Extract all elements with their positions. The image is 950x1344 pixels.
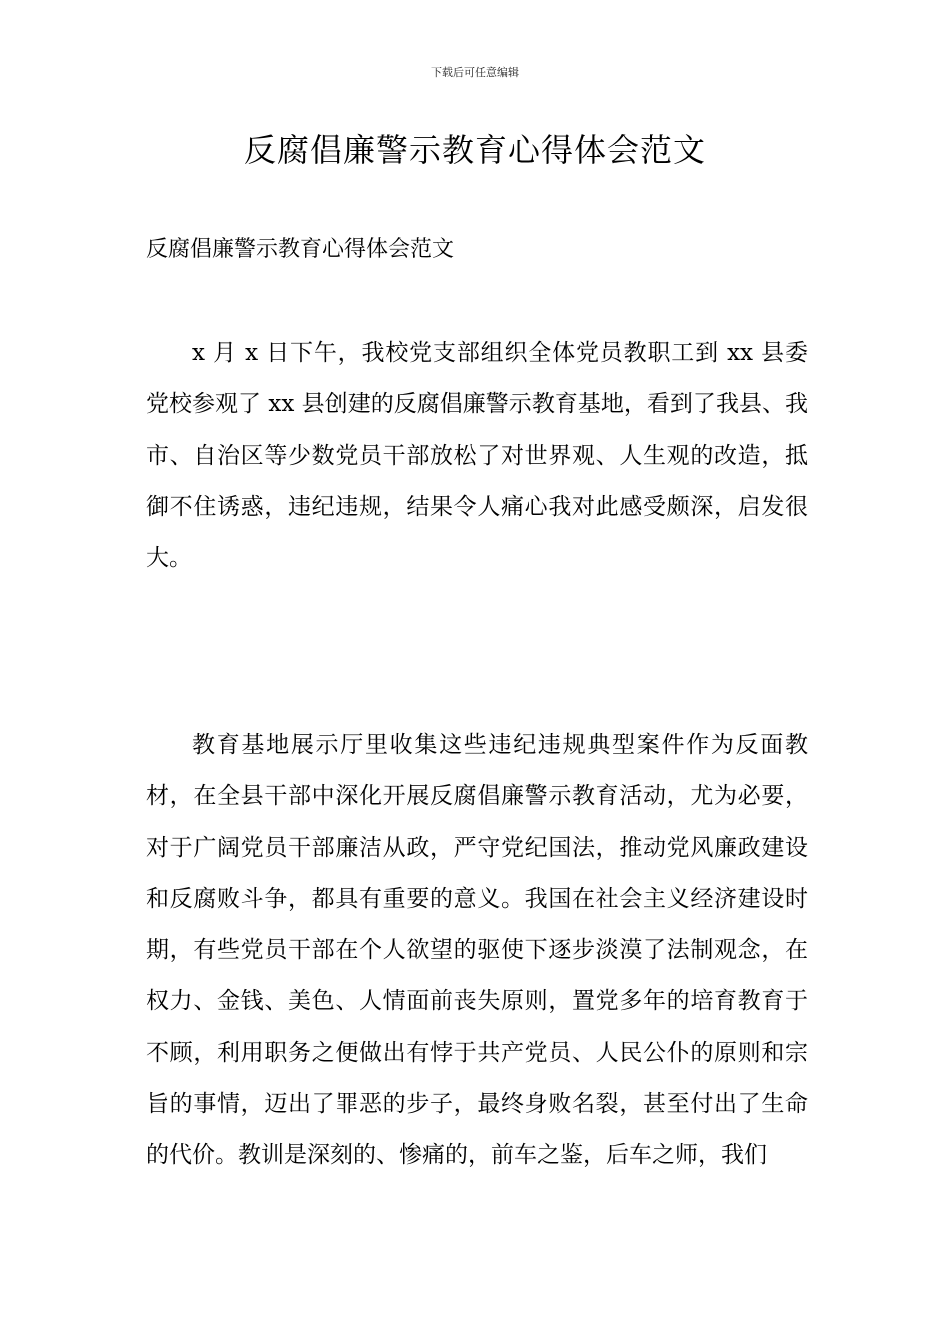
document-title: 反腐倡廉警示教育心得体会范文 xyxy=(243,131,706,169)
body-paragraph-2: 教育基地展示厅里收集这些违纪违规典型案件作为反面教材，在全县干部中深化开展反腐倡廉警示教育活动，尤为必要，对于广阔党员干部廉洁从政，严守党纪国法，推动党风廉政建设和反腐败斗争，都具有重要的意义。我国在社会主义经济建设时期，有些党员干部在个人欲望的驱使下逐步淡漠了法制观念，在权力、金钱、美色、人情面前丧失原则，置党多年的培育教育于不顾，利用职务之便做出有悖于共产党员、人民公仆的原则和宗旨的事情，迈出了罪恶的步子，最终身败名裂，甚至付出了生命的代价。教训是深刻的、惨痛的，前车之鉴，后车之师，我们 xyxy=(146,732,808,1169)
body-paragraph-1: x 月 x 日下午，我校党支部组织全体党员教职工到 xx 县委党校参观了 xx 县创建的反腐倡廉警示教育基地，看到了我县、我市、自治区等少数党员干部放松了对世界观、人生观的改造，抵御不住诱惑，违纪违规，结果令人痛心我对此感受颇深，启发很大。 xyxy=(146,340,808,572)
header-note: 下载后可任意编辑 xyxy=(431,66,519,79)
document-subtitle: 反腐倡廉警示教育心得体会范文 xyxy=(146,237,455,262)
